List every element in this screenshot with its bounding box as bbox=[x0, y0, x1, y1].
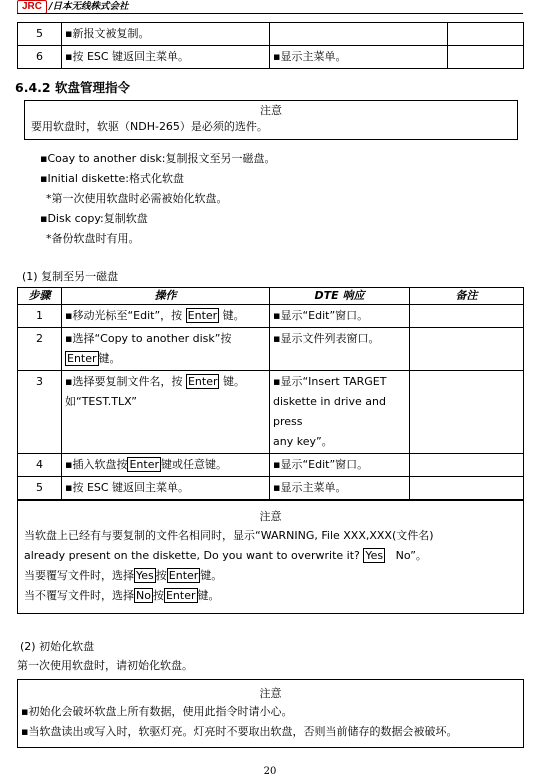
op-text: 键。 bbox=[98, 352, 121, 365]
subsection-title: (1) 复制至另一磁盘 bbox=[22, 270, 119, 283]
operation-cell: ▪按 ESC 键返回主菜单。 bbox=[62, 477, 270, 500]
remark-cell bbox=[448, 46, 524, 69]
dte-cell: ▪显示主菜单。 bbox=[270, 477, 410, 500]
op-text: 键。 bbox=[219, 309, 245, 322]
dte-cell: ▪显示主菜单。 bbox=[270, 46, 448, 69]
operation-cell bbox=[62, 305, 270, 328]
header-rule bbox=[17, 13, 523, 14]
yes-key: Yes bbox=[365, 549, 384, 562]
note-text: 要用软盘时，软驱（NDH-265）是必须的选件。 bbox=[31, 120, 268, 133]
step-cell: 5 bbox=[18, 23, 62, 46]
table-row bbox=[18, 46, 524, 69]
note-text: 按 bbox=[155, 569, 167, 582]
remark-cell bbox=[410, 477, 524, 500]
operation-cell bbox=[62, 371, 270, 454]
note-line: 当软盘上已经有与要复制的文件名相同时，显示“WARNING, File XXX,XXX(文件名) bbox=[24, 529, 434, 542]
table-row bbox=[18, 371, 524, 454]
menu-item-note: *备份软盘时有用。 bbox=[46, 232, 140, 245]
note-line: ▪当软盘读出或写入时，软驱灯亮。灯亮时不要取出软盘，否则当前储存的数据会被破坏。 bbox=[21, 725, 458, 738]
menu-item-diskcopy: ▪Disk copy:复制软盘 bbox=[40, 212, 148, 225]
remark-cell bbox=[410, 328, 524, 371]
op-line2 bbox=[65, 349, 266, 369]
dte-line: ▪显示“Insert TARGET bbox=[273, 375, 387, 388]
note-text: No”。 bbox=[395, 549, 427, 562]
remark-cell bbox=[410, 371, 524, 454]
step-cell: 5 bbox=[18, 477, 62, 500]
dte-cell bbox=[270, 371, 410, 454]
step-cell: 1 bbox=[18, 305, 62, 328]
op-text: 键或任意键。 bbox=[161, 458, 227, 471]
dte-cell bbox=[270, 23, 448, 46]
operation-cell bbox=[62, 454, 270, 477]
remark-cell bbox=[410, 454, 524, 477]
header-dte: DTE 响应 bbox=[270, 288, 410, 305]
remark-cell bbox=[410, 305, 524, 328]
note-box-floppy bbox=[24, 100, 518, 140]
note-title: 注意 bbox=[260, 104, 282, 117]
enter-key: Enter bbox=[187, 309, 218, 322]
step-cell: 3 bbox=[18, 371, 62, 454]
operation-cell bbox=[62, 328, 270, 371]
enter-key: Enter bbox=[67, 352, 97, 365]
subsection-desc: 第一次使用软盘时，请初始化软盘。 bbox=[17, 659, 193, 672]
menu-item-initial: ▪Initial diskette:格式化软盘 bbox=[40, 172, 185, 185]
menu-item-note: *第一次使用软盘时必需被始化软盘。 bbox=[46, 192, 228, 205]
no-key: No bbox=[136, 589, 151, 602]
table-header-row bbox=[18, 288, 524, 305]
op-text: 键。 bbox=[219, 375, 245, 388]
note-title: 注意 bbox=[259, 510, 282, 523]
note-line bbox=[18, 546, 523, 566]
operation-cell: ▪新报文被复制。 bbox=[62, 23, 270, 46]
note-line: ▪初始化会破坏软盘上所有数据，使用此指令时请小心。 bbox=[21, 705, 293, 718]
jrc-logo: JRC bbox=[17, 0, 47, 14]
dte-cell: ▪显示“Edit”窗口。 bbox=[270, 305, 410, 328]
note-box-overwrite bbox=[17, 500, 524, 614]
table-row bbox=[18, 328, 524, 371]
header-operation: 操作 bbox=[62, 288, 270, 305]
dte-cell: ▪显示“Edit”窗口。 bbox=[270, 454, 410, 477]
note-text: already present on the diskette, Do you want to overwrite it? bbox=[24, 549, 360, 562]
remark-cell bbox=[448, 23, 524, 46]
dte-cell: ▪显示文件列表窗口。 bbox=[270, 328, 410, 371]
table-row bbox=[18, 23, 524, 46]
page-number: 20 bbox=[263, 766, 277, 777]
top-table bbox=[17, 22, 524, 69]
note-text: 当不覆写文件时，选择 bbox=[24, 589, 134, 602]
op-text: ▪插入软盘按 bbox=[65, 458, 128, 471]
enter-key: Enter bbox=[129, 458, 159, 471]
enter-key: Enter bbox=[187, 375, 218, 388]
op-text: ▪移动光标至“Edit”，按 bbox=[65, 309, 186, 322]
table-row bbox=[18, 305, 524, 328]
company-name: /日本无线株式会社 bbox=[49, 1, 129, 12]
step-cell: 2 bbox=[18, 328, 62, 371]
step-cell: 6 bbox=[18, 46, 62, 69]
enter-key: Enter bbox=[165, 589, 196, 602]
operation-cell: ▪按 ESC 键返回主菜单。 bbox=[62, 46, 270, 69]
note-title: 注意 bbox=[259, 687, 282, 700]
dte-line: any key”。 bbox=[273, 435, 333, 448]
step-cell: 4 bbox=[18, 454, 62, 477]
menu-item-copy: ▪Coay to another disk:复制报文至另一磁盘。 bbox=[40, 152, 276, 165]
op-example: 如“TEST.TLX” bbox=[65, 395, 137, 408]
note-text: 当要覆写文件时，选择 bbox=[24, 569, 134, 582]
table-row bbox=[18, 454, 524, 477]
note-text: 键。 bbox=[200, 569, 223, 582]
table-row bbox=[18, 477, 524, 500]
header-step: 步骤 bbox=[18, 288, 62, 305]
subsection-title: (2) 初始化软盘 bbox=[20, 640, 95, 653]
dte-line: press bbox=[273, 415, 303, 428]
steps-table bbox=[17, 287, 524, 500]
section-title: 6.4.2 软盘管理指令 bbox=[15, 80, 130, 95]
note-text: 按 bbox=[152, 589, 164, 602]
note-text: 键。 bbox=[197, 589, 220, 602]
note-line bbox=[18, 586, 523, 606]
note-box-initialize bbox=[17, 679, 524, 748]
enter-key: Enter bbox=[168, 569, 199, 582]
note-line bbox=[18, 566, 523, 586]
yes-key: Yes bbox=[136, 569, 154, 582]
dte-line: diskette in drive and bbox=[273, 395, 386, 408]
op-text: ▪选择“Copy to another disk”按 bbox=[65, 332, 232, 345]
header-remark: 备注 bbox=[410, 288, 524, 305]
op-text: ▪选择要复制文件名，按 bbox=[65, 375, 186, 388]
